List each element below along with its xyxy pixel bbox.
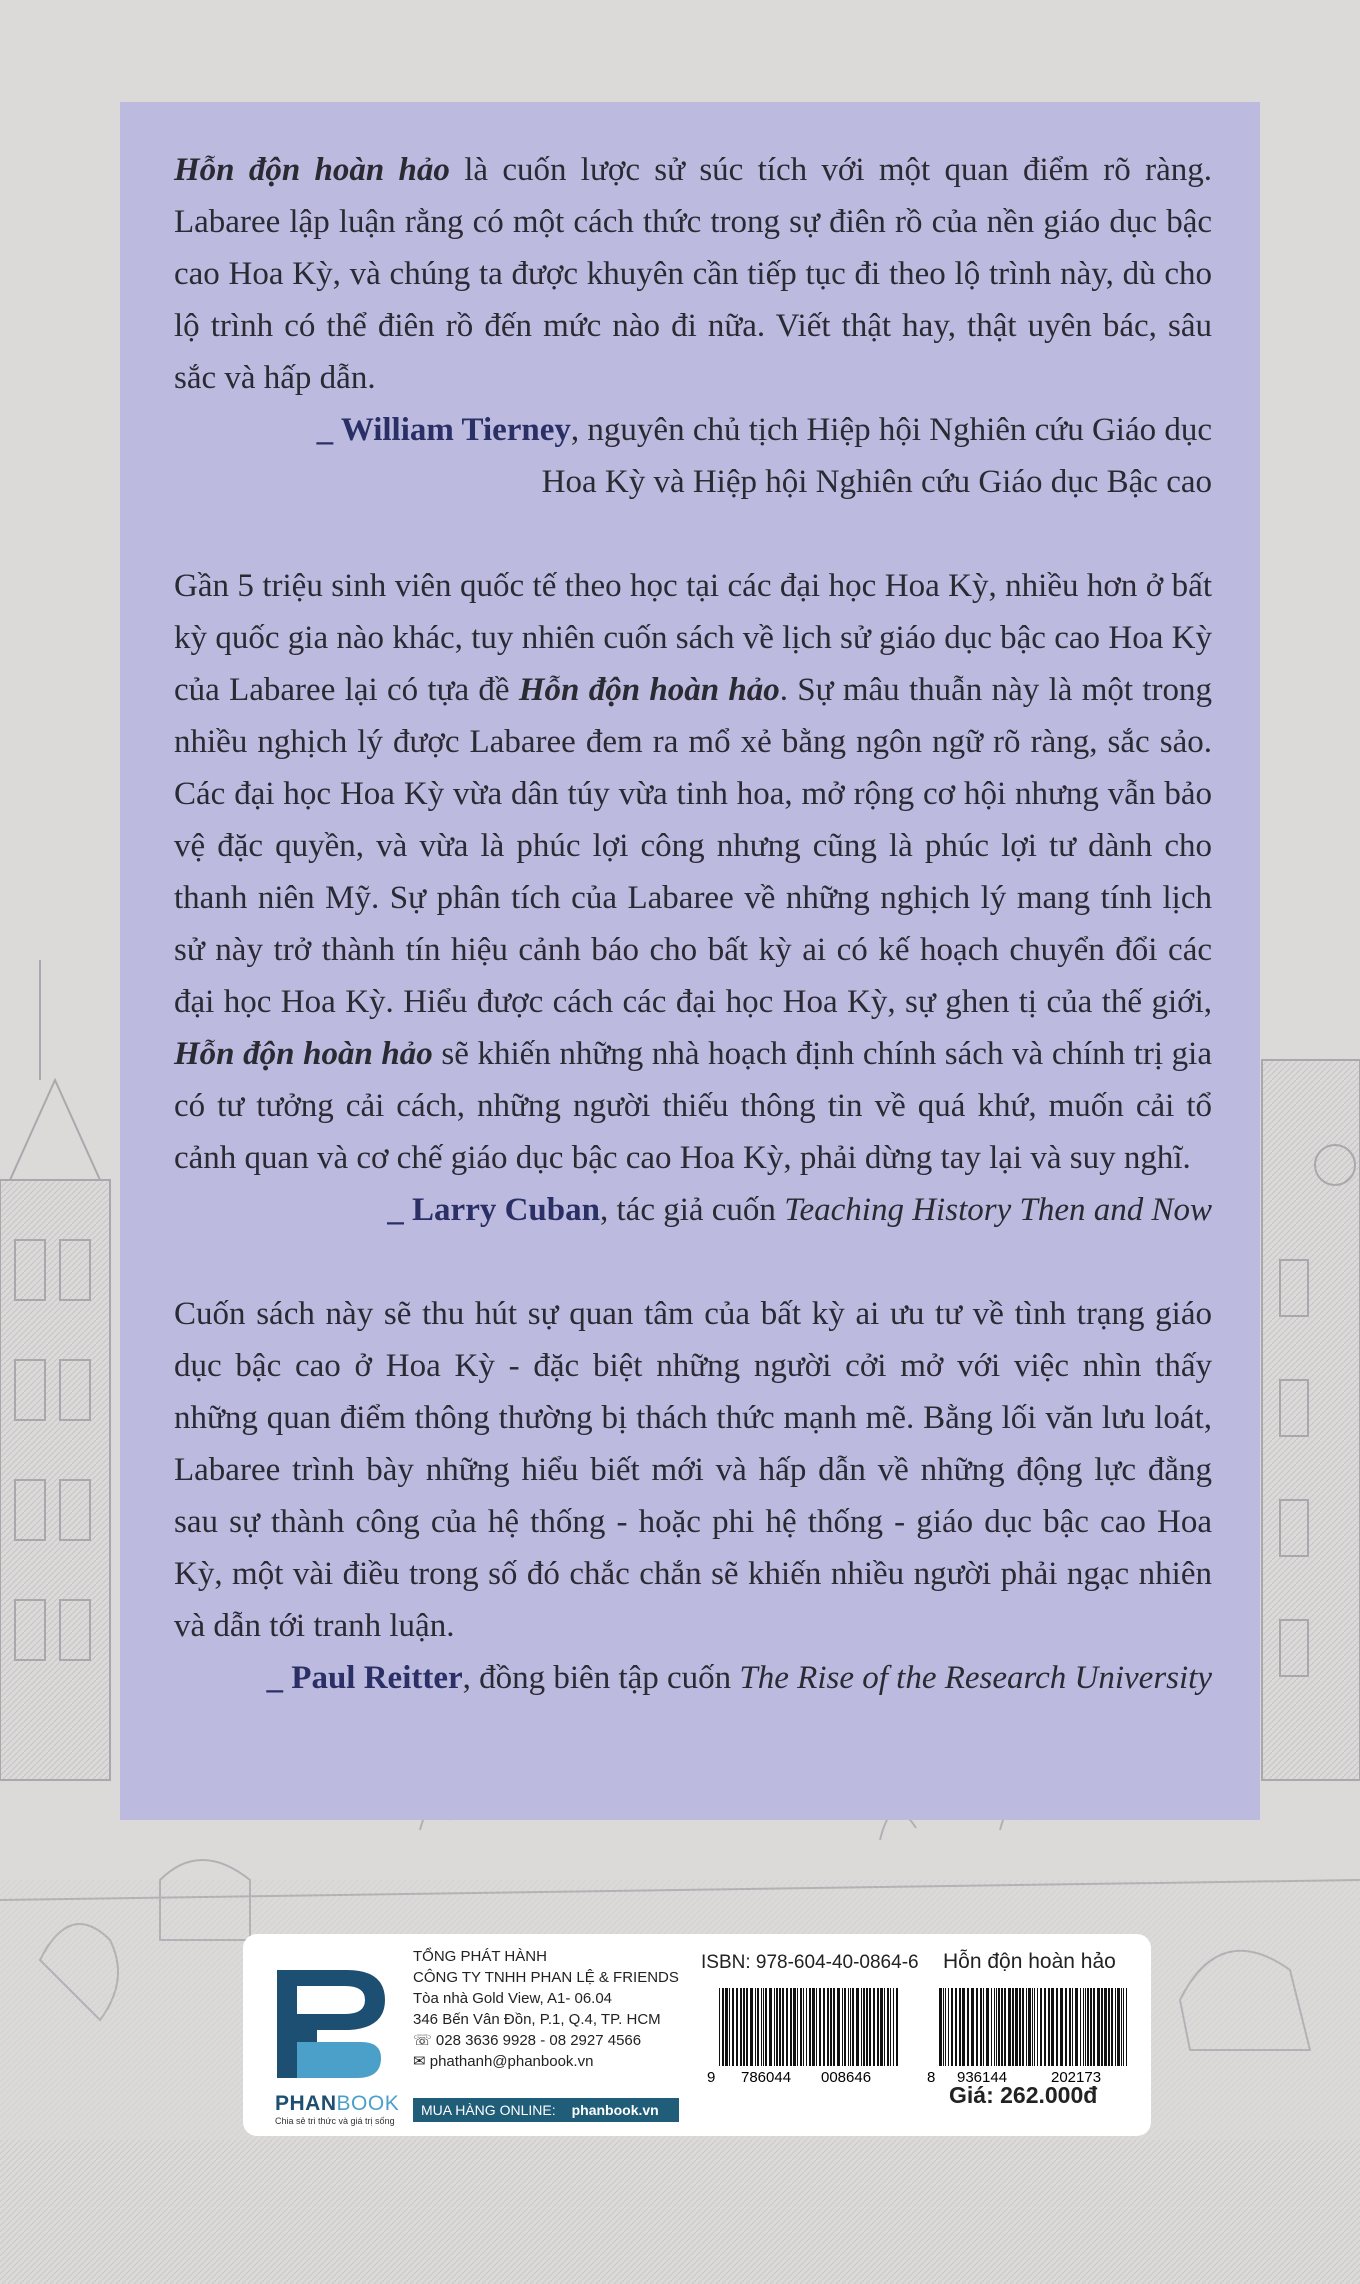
barcode-bar xyxy=(786,1988,788,2066)
barcode-bar xyxy=(959,1988,961,2066)
barcode2-digits-right: 202173 xyxy=(1051,2069,1102,2086)
barcode-bar xyxy=(819,1988,821,2066)
barcode-bar xyxy=(1072,1988,1073,2066)
barcode-bar xyxy=(1060,1988,1063,2066)
barcode-bar xyxy=(1093,1988,1095,2066)
distributor-email: ✉ phathanh@phanbook.vn xyxy=(413,2053,594,2070)
product-title: Hỗn độn hoàn hảo xyxy=(943,1950,1116,1973)
barcode-bar xyxy=(1075,1988,1078,2066)
barcode-bar xyxy=(1037,1988,1038,2066)
attribution-book: Teaching History Then and Now xyxy=(784,1192,1212,1228)
barcode1-digit-lead: 9 xyxy=(707,2069,716,2086)
barcode-bar xyxy=(998,1988,1000,2066)
barcode-bar xyxy=(945,1988,946,2066)
barcode-bar xyxy=(1069,1988,1071,2066)
barcode-bar xyxy=(750,1988,753,2066)
barcode-bar xyxy=(769,1988,772,2066)
barcode-bar xyxy=(1044,1988,1046,2066)
attribution-reitter: _ Paul Reitter, đồng biên tập cuốn The Rise of the Research University xyxy=(266,1660,1212,1696)
barcode-bar xyxy=(1028,1988,1031,2066)
barcode-bar xyxy=(844,1988,846,2066)
barcode-bar xyxy=(1101,1988,1103,2066)
ean-barcode xyxy=(939,1988,1127,2066)
barcode-bar xyxy=(850,1988,851,2066)
barcode-bar xyxy=(1121,1988,1122,2066)
barcode-bar xyxy=(1004,1988,1006,2066)
barcode-bar xyxy=(800,1988,802,2066)
barcode-bar xyxy=(887,1988,889,2066)
back-cover-blurb-panel xyxy=(120,102,1260,1820)
barcode-bar xyxy=(1090,1988,1092,2066)
barcode-bar xyxy=(1032,1988,1033,2066)
barcode-bar xyxy=(803,1988,804,2066)
barcode-bar xyxy=(779,1988,781,2066)
barcode-bar xyxy=(757,1988,759,2066)
barcode-bar xyxy=(1001,1988,1003,2066)
barcode-bar xyxy=(1051,1988,1054,2066)
barcode-bar xyxy=(806,1988,807,2066)
barcode-bar xyxy=(967,1988,969,2066)
barcode-bar xyxy=(873,1988,875,2066)
barcode-bar xyxy=(1085,1988,1086,2066)
attribution-role-line2: Hoa Kỳ và Hiệp hội Nghiên cứu Giáo dục Bậc cao xyxy=(541,464,1212,500)
barcode-bar xyxy=(896,1988,898,2066)
barcode-bar xyxy=(1115,1988,1116,2066)
barcode-bar xyxy=(1040,1988,1042,2066)
barcode-bar xyxy=(719,1988,720,2066)
barcode1-digits-left: 786044 xyxy=(741,2069,792,2086)
barcode-bar xyxy=(939,1988,942,2066)
blurb-reitter: Cuốn sách này sẽ thu hút sự quan tâm của bất kỳ ai ưu tư về tình trạng giáo dục bậc cao ở Hoa Kỳ - đặc biệt những người cởi mở với việc nhìn thấy những quan điểm thông thường bị thách thức mạnh mẽ. Bằng lối văn lưu loát, Labaree trình bày những hiểu biết mới và hấp dẫn về những động lực đằng sau sự thành công của hệ thống - hoặc phi hệ thống - giáo dục bậc cao Hoa Kỳ, một vài điều trong số đó chắc chắn sẽ khiến nhiều người phải ngạc nhiên và dẫn tới tranh luận. xyxy=(174,1296,1212,1644)
attribution-name: Paul Reitter xyxy=(291,1660,463,1696)
barcode-bar xyxy=(725,1988,728,2066)
barcode-bar xyxy=(732,1988,734,2066)
barcode-bar xyxy=(763,1988,764,2066)
barcode-bar xyxy=(1056,1988,1058,2066)
barcode-bar xyxy=(980,1988,982,2066)
distributor-info xyxy=(413,1946,679,2072)
barcode-bar xyxy=(994,1988,995,2066)
barcode-bar xyxy=(1034,1988,1035,2066)
barcode-bar xyxy=(1123,1988,1124,2066)
attribution-name: Larry Cuban xyxy=(412,1192,600,1228)
barcode-bar xyxy=(797,1988,798,2066)
phanbook-logo xyxy=(257,1950,400,2126)
barcode-bar xyxy=(812,1988,815,2066)
distributor-address: 346 Bến Vân Đồn, P.1, Q.4, TP. HCM xyxy=(413,2011,661,2028)
barcode-bar xyxy=(774,1988,775,2066)
book-title-italic: Hỗn độn hoàn hảo xyxy=(174,152,450,188)
barcode-bar xyxy=(809,1988,811,2066)
barcode2-digit-lead: 8 xyxy=(927,2069,936,2086)
barcode-bar xyxy=(976,1988,978,2066)
barcode-bar xyxy=(1026,1988,1027,2066)
barcode-bar xyxy=(736,1988,738,2066)
barcode-bar xyxy=(991,1988,992,2066)
barcode-bar xyxy=(861,1988,862,2066)
shop-url: phanbook.vn xyxy=(571,2102,659,2118)
distributor-phone: ☏ 028 3636 9928 - 08 2927 4566 xyxy=(413,2032,642,2049)
barcode-bar xyxy=(884,1988,885,2066)
publisher-info-box xyxy=(243,1934,1151,2136)
logo-tagline: Chia sẻ tri thức và giá trị sống xyxy=(275,2116,395,2126)
price-label: Giá: 262.000đ xyxy=(949,2082,1098,2108)
blurb-text: là cuốn lược sử súc tích với một quan điểm rõ ràng. Labaree lập luận rằng có một cách thức trong sự điên rồ của nền giáo dục bậc cao Hoa Kỳ, và chúng ta được khuyên cần tiếp tục đi theo lộ trình này, dù cho lộ trình có thể điên rồ đến mức nào đi nữa. Viết thật hay, thật uyên bác, sâu sắc và hấp dẫn. xyxy=(174,152,1212,396)
distributor-heading: TỔNG PHÁT HÀNH xyxy=(413,1948,547,1965)
barcode-bar xyxy=(951,1988,953,2066)
barcode-bar xyxy=(962,1988,965,2066)
phanbook-logo-icon xyxy=(257,1950,397,2090)
barcode-bar xyxy=(1080,1988,1081,2066)
barcode-bar xyxy=(827,1988,829,2066)
barcode-bar xyxy=(848,1988,849,2066)
barcode-bar xyxy=(830,1988,832,2066)
barcode-bar xyxy=(869,1988,871,2066)
blurb-cuban: Gần 5 triệu sinh viên quốc tế theo học tại các đại học Hoa Kỳ, nhiều hơn ở bất kỳ quốc gia nào khác, tuy nhiên cuốn sách về lịch sử giáo dục bậc cao Hoa Kỳ của Labaree lại có tựa đề Hỗn độn hoàn hảo. Sự mâu thuẫn này là một trong nhiều nghịch lý được Labaree đem ra mổ xẻ bằng ngôn ngữ rõ ràng, sắc sảo. Các đại học Hoa Kỳ vừa dân túy vừa tinh hoa, mở rộng cơ hội nhưng vẫn bảo vệ đặc quyền, và vừa là phúc lợi công nhưng cũng là phúc lợi tư dành cho thanh niên Mỹ. Sự phân tích của Labaree về những nghịch lý mang tính lịch sử này trở thành tín hiệu cảnh báo cho bất kỳ ai có kế hoạch chuyển đổi các đại học Hoa Kỳ. Hiểu được cách các đại học Hoa Kỳ, sự ghen tị của thế giới, Hỗn độn hoàn hảo sẽ khiến những nhà hoạch định chính sách và chính trị gia có tư tưởng cải cách, những người thiếu thông tin về quá khứ, muốn cải tổ cảnh quan và cơ chế giáo dục bậc cao Hoa Kỳ, phải dừng tay lại và suy nghĩ. xyxy=(174,568,1213,1176)
attribution-tierney: _ William Tierney, nguyên chủ tịch Hiệp hội Nghiên cứu Giáo dục xyxy=(316,412,1212,448)
barcode-bar xyxy=(1117,1988,1120,2066)
barcode-bar xyxy=(971,1988,974,2066)
barcode-bar xyxy=(943,1988,944,2066)
barcode-bar xyxy=(1012,1988,1014,2066)
attribution-cuban: _ Larry Cuban, tác giả cuốn Teaching History Then and Now xyxy=(387,1192,1212,1228)
barcode-bar xyxy=(743,1988,745,2066)
barcode-bar xyxy=(1022,1988,1024,2066)
logo-wordmark: PHANBOOK xyxy=(275,2092,400,2115)
barcode-bar xyxy=(852,1988,854,2066)
barcode-bar xyxy=(722,1988,724,2066)
attribution-role: , nguyên chủ tịch Hiệp hội Nghiên cứu Giáo dục xyxy=(570,412,1212,448)
barcode-bar xyxy=(1065,1988,1067,2066)
isbn-label: ISBN: 978-604-40-0864-6 xyxy=(701,1952,919,1973)
barcode-bar xyxy=(866,1988,868,2066)
online-shop-bar: MUA HÀNG ONLINE: phanbook.vn xyxy=(413,2098,679,2122)
barcode-bar xyxy=(755,1988,756,2066)
barcode-bar xyxy=(1087,1988,1089,2066)
barcode-bar xyxy=(776,1988,778,2066)
barcode2-digits-left: 936144 xyxy=(957,2069,1008,2086)
barcode-bar xyxy=(986,1988,989,2066)
barcode-bar xyxy=(948,1988,949,2066)
barcode-bar xyxy=(996,1988,997,2066)
barcode-bar xyxy=(863,1988,865,2066)
barcode-bar xyxy=(1111,1988,1113,2066)
barcode-bar xyxy=(856,1988,859,2066)
barcode-bar xyxy=(983,1988,984,2066)
barcode-bar xyxy=(816,1988,817,2066)
barcode1-digits-right: 008646 xyxy=(821,2069,872,2086)
distributor-building: Tòa nhà Gold View, A1- 06.04 xyxy=(413,1990,613,2007)
isbn-barcode xyxy=(719,1988,898,2066)
barcode-bar xyxy=(833,1988,835,2066)
barcode-bar xyxy=(837,1988,840,2066)
barcode-bar xyxy=(1008,1988,1011,2066)
distributor-company: CÔNG TY TNHH PHAN LỆ & FRIENDS xyxy=(413,1969,679,1986)
barcode-bar xyxy=(893,1988,894,2066)
barcode-bar xyxy=(1108,1988,1110,2066)
barcode-bar xyxy=(790,1988,792,2066)
barcode-bar xyxy=(782,1988,784,2066)
barcode-bar xyxy=(740,1988,742,2066)
barcode-bar xyxy=(761,1988,762,2066)
barcode-bar xyxy=(1015,1988,1018,2066)
barcode-bar xyxy=(765,1988,767,2066)
barcodes xyxy=(701,1982,1141,2090)
barcode-bar xyxy=(1048,1988,1050,2066)
attribution-name: William Tierney xyxy=(340,412,571,448)
barcode-bar xyxy=(880,1988,883,2066)
attribution-book: The Rise of the Research University xyxy=(739,1660,1212,1696)
barcode-bar xyxy=(729,1988,730,2066)
barcode-bar xyxy=(1097,1988,1100,2066)
barcode-bar xyxy=(823,1988,825,2066)
barcode-bar xyxy=(1126,1988,1127,2066)
book-title-italic: Hỗn độn hoàn hảo xyxy=(518,672,780,708)
barcode-bar xyxy=(955,1988,957,2066)
barcode-bar xyxy=(1019,1988,1021,2066)
blurb-tierney xyxy=(174,144,1212,404)
barcode-bar xyxy=(877,1988,879,2066)
barcode-bar xyxy=(1104,1988,1107,2066)
barcode-bar xyxy=(793,1988,796,2066)
book-title-italic: Hỗn độn hoàn hảo xyxy=(174,1036,433,1072)
barcode-bar xyxy=(842,1988,843,2066)
barcode-bar xyxy=(1083,1988,1084,2066)
barcode-bar xyxy=(890,1988,891,2066)
barcode-bar xyxy=(746,1988,748,2066)
